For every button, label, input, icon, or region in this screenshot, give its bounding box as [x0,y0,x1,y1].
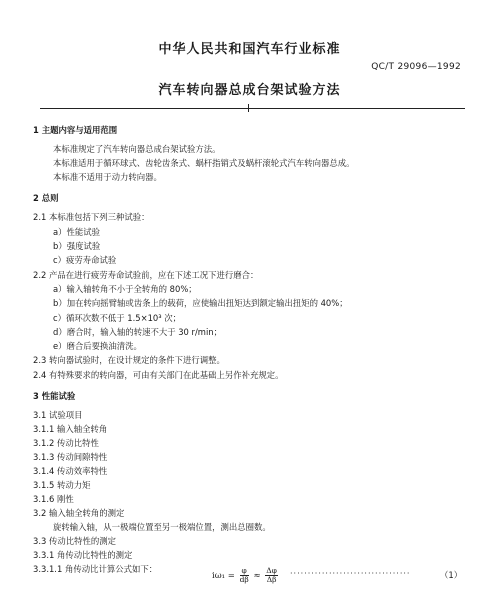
text-line-s3-3-1-1: 3.3.1.1 角传动比计算公式如下： [33,564,158,574]
standard-code: QC/T 29096—1992 [371,62,461,72]
text-line-s3-1-2: 3.1.2 传动比特性 [33,438,99,448]
text-line-s2-2e: e）磨合后要换油清洗。 [53,341,142,351]
text-line-s1p2: 本标准适用于循环球式、齿轮齿条式、蜗杆指销式及蜗杆滚轮式汽车转向器总成。 [53,158,355,168]
header-rule [40,108,465,109]
header-rule-tick [248,104,249,112]
formula-1 [212,567,280,584]
text-line-s1p3: 本标准不适用于动力转向器。 [53,172,162,182]
text-line-s3-1-5: 3.1.5 转动力矩 [33,480,91,490]
text-line-s3-1: 3.1 试验项目 [33,410,83,420]
fraction-1-numerator: φ [241,566,247,575]
text-line-s2-4: 2.4 有特殊要求的转向器，可由有关部门在此基础上另作补充规定。 [33,370,284,380]
formula-fraction-1 [240,567,249,584]
formula-approx: ≈ [253,571,261,581]
text-line-s2: 2 总则 [33,193,59,203]
text-line-s2-3: 2.3 转向器试验时，在设计规定的条件下进行调整。 [33,355,225,365]
formula-fraction-2 [265,567,278,584]
text-line-s3-1-1: 3.1.1 输入轴全转角 [33,424,108,434]
text-line-s2-2: 2.2 产品在进行疲劳寿命试验前，应在下述工况下进行磨合： [33,270,259,280]
text-line-s2-1c: c）疲劳寿命试验 [53,255,117,265]
text-line-s2-2c: c）循环次数不低于 1.5×10³ 次； [53,313,182,323]
text-line-s1: 1 主题内容与适用范围 [33,125,118,135]
text-line-s3-1-6: 3.1.6 刚性 [33,494,74,504]
text-line-s3: 3 性能试验 [33,391,76,401]
formula-lhs: iω₁ = [212,571,235,581]
text-line-s3-3: 3.3 传动比特性的测定 [33,536,116,546]
text-line-s2-2a: a）输入轴转角不小于全转角的 80%； [53,284,197,294]
text-line-s3-3-1: 3.3.1 角传动比特性的测定 [33,550,133,560]
formula-number: （1） [440,570,463,580]
fraction-2-denominator: Δβ [266,575,277,584]
formula-leader-dots: ·································· [290,569,411,578]
text-line-s3-2: 3.2 输入轴全转角的测定 [33,508,125,518]
text-line-s2-1b: b）强度试验 [53,241,101,251]
text-line-s2-2d: d）磨合时，输入轴的转速不大于 30 r/min； [53,327,222,337]
text-line-s3-2p: 旋转输入轴，从一极端位置至另一极端位置，测出总圈数。 [53,522,271,532]
text-line-s3-1-4: 3.1.4 传动效率特性 [33,466,108,476]
document-title: 汽车转向器总成台架试验方法 [158,83,341,98]
fraction-2-numerator: Δφ [266,566,277,575]
standard-title: 中华人民共和国汽车行业标准 [158,42,341,57]
fraction-1-denominator: dβ [239,575,249,584]
text-line-s2-2b: b）加在转向摇臂轴或齿条上的载荷，应使输出扭矩达到额定输出扭矩的 40%； [53,298,348,308]
text-line-s2-1a: a）性能试验 [53,227,101,237]
text-line-s1p1: 本标准规定了汽车转向器总成台架试验方法。 [53,144,221,154]
text-line-s3-1-3: 3.1.3 传动间隙特性 [33,452,108,462]
text-line-s2-1: 2.1 本标准包括下列三种试验： [33,212,150,222]
